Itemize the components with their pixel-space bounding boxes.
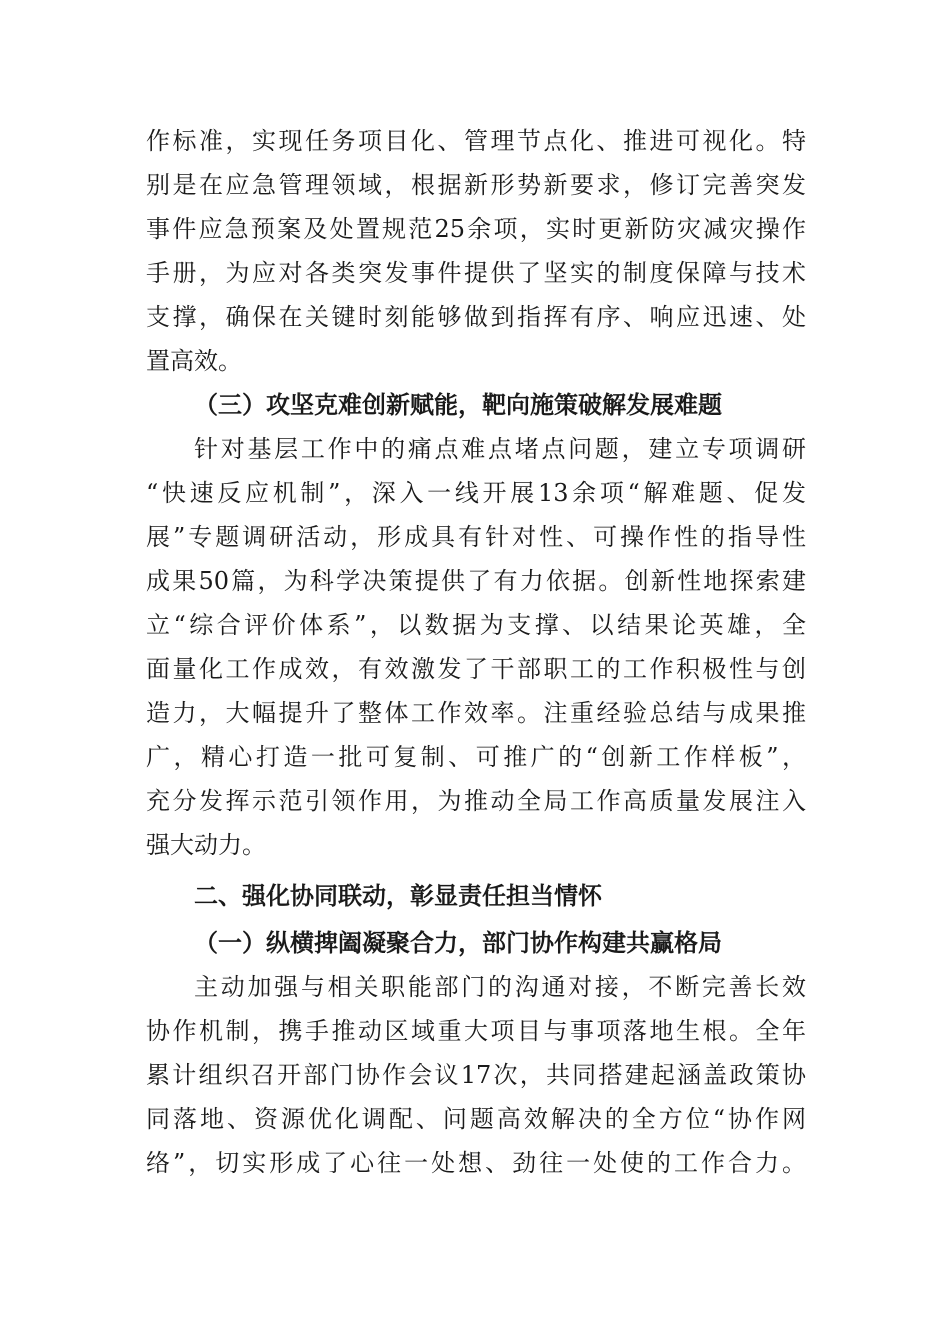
section-heading-2: 二、强化协同联动，彰显责任担当情怀 [194,882,602,910]
paragraph-line: 事件应急预案及处置规范25余项，实时更新防灾减灾操作 [146,215,806,243]
paragraph-line: 针对基层工作中的痛点难点堵点问题，建立专项调研 [194,435,806,463]
paragraph-line: 展”专题调研活动，形成具有针对性、可操作性的指导性 [146,523,806,551]
paragraph-line: 作标准，实现任务项目化、管理节点化、推进可视化。特 [146,127,806,155]
paragraph-line: 协作机制，携手推动区域重大项目与事项落地生根。全年 [146,1017,806,1045]
paragraph-line: 充分发挥示范引领作用，为推动全局工作高质量发展注入 [146,787,806,815]
paragraph-line: 累计组织召开部门协作会议17次，共同搭建起涵盖政策协 [146,1061,806,1089]
section-heading-1: （一）纵横捭阖凝聚合力，部门协作构建共赢格局 [194,928,722,957]
section-heading-3: （三）攻坚克难创新赋能，靶向施策破解发展难题 [194,390,722,419]
paragraph-line: 成果50篇，为科学决策提供了有力依据。创新性地探索建 [146,567,806,595]
paragraph-line: 面量化工作成效，有效激发了干部职工的工作积极性与创 [146,655,806,683]
paragraph-line: 广，精心打造一批可复制、可推广的“创新工作样板”， [146,743,806,771]
paragraph-line: 造力，大幅提升了整体工作效率。注重经验总结与成果推 [146,699,806,727]
paragraph-line: 同落地、资源优化调配、问题高效解决的全方位“协作网 [146,1105,806,1133]
paragraph-line: 主动加强与相关职能部门的沟通对接，不断完善长效 [194,973,806,1001]
paragraph-line: “快速反应机制”，深入一线开展13余项“解难题、促发 [146,479,806,507]
paragraph-line: 别是在应急管理领域，根据新形势新要求，修订完善突发 [146,171,806,199]
paragraph-line: 支撑，确保在关键时刻能够做到指挥有序、响应迅速、处 [146,303,806,331]
paragraph-line: 强大动力。 [146,831,266,859]
paragraph-line: 络”，切实形成了心往一处想、劲往一处使的工作合力。 [146,1149,806,1177]
paragraph-line: 置高效。 [146,347,242,375]
paragraph-line: 手册，为应对各类突发事件提供了坚实的制度保障与技术 [146,259,806,287]
paragraph-line: 立“综合评价体系”，以数据为支撑、以结果论英雄，全 [146,611,806,639]
